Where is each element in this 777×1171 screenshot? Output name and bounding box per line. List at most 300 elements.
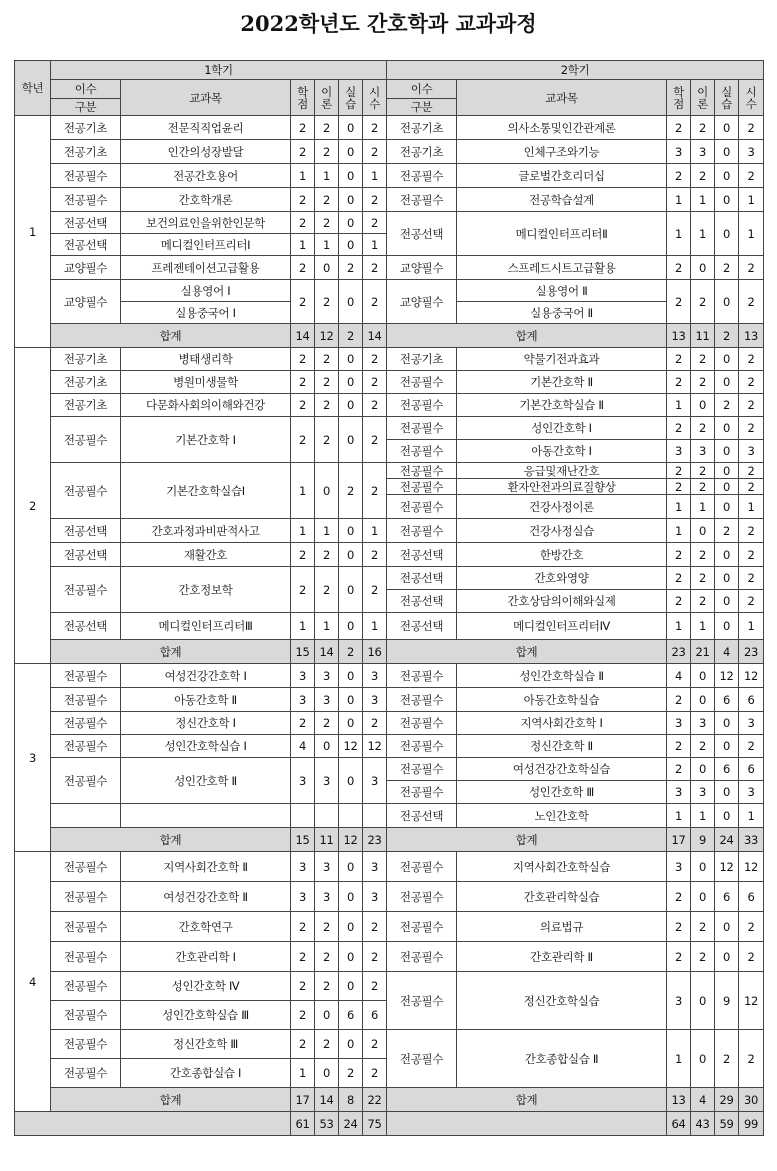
course-type: 전공필수 bbox=[51, 912, 121, 942]
theory: 0 bbox=[691, 664, 715, 688]
theory: 2 bbox=[691, 371, 715, 394]
practice: 0 bbox=[715, 280, 739, 324]
hours: 2 bbox=[739, 519, 764, 543]
grand-total-row bbox=[15, 1112, 764, 1136]
credit: 3 bbox=[667, 440, 691, 463]
practice: 9 bbox=[715, 972, 739, 1030]
course-name: 건강사정이론 bbox=[457, 495, 667, 519]
course-type: 전공선택 bbox=[387, 804, 457, 828]
theory: 2 bbox=[691, 942, 715, 972]
theory: 2 bbox=[315, 280, 339, 324]
practice: 0 bbox=[339, 852, 363, 882]
credit: 1 bbox=[667, 188, 691, 212]
theory: 3 bbox=[315, 852, 339, 882]
hours: 2 bbox=[739, 479, 764, 495]
theory: 3 bbox=[315, 882, 339, 912]
total-value: 2 bbox=[715, 324, 739, 348]
course-name: 지역사회간호학 Ⅰ bbox=[457, 712, 667, 735]
practice: 0 bbox=[339, 164, 363, 188]
theory: 1 bbox=[315, 613, 339, 640]
credit: 1 bbox=[667, 613, 691, 640]
course-row bbox=[15, 543, 764, 567]
course-name: 간호상담의이해와실제 bbox=[457, 590, 667, 613]
course-type: 전공선택 bbox=[387, 543, 457, 567]
theory-header-text: 이 론 bbox=[697, 84, 708, 111]
course-name: 기본간호학 Ⅰ bbox=[121, 417, 291, 463]
grand-total-value: 24 bbox=[339, 1112, 363, 1136]
theory: 2 bbox=[691, 479, 715, 495]
total-row bbox=[15, 640, 764, 664]
hours: 1 bbox=[363, 519, 387, 543]
theory: 2 bbox=[691, 735, 715, 758]
course-type: 전공필수 bbox=[387, 519, 457, 543]
credit: 3 bbox=[291, 882, 315, 912]
hours-header-text: 시 수 bbox=[745, 84, 757, 111]
course-name: 글로벌간호리더십 bbox=[457, 164, 667, 188]
hours: 2 bbox=[739, 463, 764, 479]
credit: 2 bbox=[667, 164, 691, 188]
practice: 0 bbox=[339, 234, 363, 256]
hours: 6 bbox=[739, 882, 764, 912]
year-label: 2 bbox=[15, 348, 51, 664]
course-type: 전공기초 bbox=[51, 371, 121, 394]
practice: 6 bbox=[715, 688, 739, 712]
total-value: 13 bbox=[667, 324, 691, 348]
course-name: 전문직직업윤리 bbox=[121, 116, 291, 140]
hours: 2 bbox=[363, 280, 387, 324]
type-header-top: 이수 bbox=[51, 80, 121, 99]
hours: 2 bbox=[739, 348, 764, 371]
hours: 2 bbox=[739, 1030, 764, 1088]
course-type: 전공선택 bbox=[387, 212, 457, 256]
total-value: 30 bbox=[739, 1088, 764, 1112]
course-name: 여성건강간호학 Ⅱ bbox=[121, 882, 291, 912]
course-type: 전공필수 bbox=[51, 164, 121, 188]
theory: 1 bbox=[691, 495, 715, 519]
course-name: 정신간호학 Ⅰ bbox=[121, 712, 291, 735]
hours: 2 bbox=[739, 567, 764, 590]
course-type: 전공필수 bbox=[51, 688, 121, 712]
grand-total-value: 64 bbox=[667, 1112, 691, 1136]
course-row bbox=[15, 567, 764, 590]
practice: 0 bbox=[339, 116, 363, 140]
hours: 2 bbox=[739, 590, 764, 613]
credit: 2 bbox=[667, 912, 691, 942]
course-row bbox=[15, 417, 764, 440]
course-type: 전공필수 bbox=[387, 1030, 457, 1088]
course-name: 성인간호학 Ⅱ bbox=[121, 758, 291, 804]
course-type: 전공선택 bbox=[51, 234, 121, 256]
course-row bbox=[15, 972, 764, 1001]
course-name: 병태생리학 bbox=[121, 348, 291, 371]
theory: 2 bbox=[691, 417, 715, 440]
practice: 0 bbox=[715, 371, 739, 394]
course-type: 전공필수 bbox=[387, 735, 457, 758]
course-row bbox=[15, 188, 764, 212]
course-name: 간호관리학 Ⅰ bbox=[121, 942, 291, 972]
practice: 0 bbox=[339, 882, 363, 912]
hours: 3 bbox=[363, 688, 387, 712]
hours: 3 bbox=[739, 440, 764, 463]
course-type: 전공필수 bbox=[51, 852, 121, 882]
theory-header-text: 이 론 bbox=[321, 84, 332, 111]
course-name: 성인간호학 Ⅰ bbox=[457, 417, 667, 440]
course-name: 약물기전과효과 bbox=[457, 348, 667, 371]
credit: 2 bbox=[667, 735, 691, 758]
credit: 1 bbox=[667, 1030, 691, 1088]
course-row bbox=[15, 882, 764, 912]
empty-cell bbox=[121, 804, 291, 828]
practice: 0 bbox=[339, 567, 363, 613]
hours: 12 bbox=[739, 972, 764, 1030]
course-name: 한방간호 bbox=[457, 543, 667, 567]
page-title: 2022학년도 간호학과 교과과정 bbox=[240, 11, 537, 36]
credit: 3 bbox=[291, 758, 315, 804]
course-row bbox=[15, 519, 764, 543]
credit: 3 bbox=[291, 688, 315, 712]
type-header-bottom: 구분 bbox=[51, 99, 121, 116]
course-name: 인체구조와기능 bbox=[457, 140, 667, 164]
practice: 0 bbox=[339, 371, 363, 394]
course-row bbox=[15, 463, 764, 479]
total-value: 15 bbox=[291, 640, 315, 664]
course-name: 성인간호학실습 Ⅰ bbox=[121, 735, 291, 758]
credit: 2 bbox=[291, 212, 315, 234]
total-value: 33 bbox=[739, 828, 764, 852]
type-header-top: 이수 bbox=[387, 80, 457, 99]
total-value: 11 bbox=[315, 828, 339, 852]
practice: 0 bbox=[715, 164, 739, 188]
course-type: 전공선택 bbox=[387, 590, 457, 613]
practice: 0 bbox=[339, 688, 363, 712]
hours: 3 bbox=[739, 781, 764, 804]
hours: 2 bbox=[739, 280, 764, 324]
course-name: 재활간호 bbox=[121, 543, 291, 567]
course-name: 기본간호학실습Ⅰ bbox=[121, 463, 291, 519]
theory: 3 bbox=[691, 140, 715, 164]
course-type: 전공선택 bbox=[51, 212, 121, 234]
total-value: 16 bbox=[363, 640, 387, 664]
total-value: 23 bbox=[739, 640, 764, 664]
practice: 2 bbox=[715, 519, 739, 543]
grand-total-value: 43 bbox=[691, 1112, 715, 1136]
course-type: 전공필수 bbox=[51, 972, 121, 1001]
credit: 2 bbox=[291, 1030, 315, 1059]
credit: 3 bbox=[667, 140, 691, 164]
course-type: 전공필수 bbox=[387, 882, 457, 912]
course-type: 교양필수 bbox=[51, 256, 121, 280]
credit: 2 bbox=[291, 543, 315, 567]
credit: 2 bbox=[291, 116, 315, 140]
course-type: 전공필수 bbox=[387, 972, 457, 1030]
total-value: 4 bbox=[691, 1088, 715, 1112]
practice: 0 bbox=[339, 348, 363, 371]
course-name: 메디컬인터프리터Ⅱ bbox=[457, 212, 667, 256]
total-row bbox=[15, 324, 764, 348]
practice: 2 bbox=[715, 1030, 739, 1088]
course-type: 전공필수 bbox=[51, 942, 121, 972]
course-name: 실용중국어 Ⅱ bbox=[457, 302, 667, 324]
course-row bbox=[15, 212, 764, 234]
empty-cell bbox=[363, 804, 387, 828]
course-type: 전공필수 bbox=[51, 882, 121, 912]
theory: 1 bbox=[315, 519, 339, 543]
practice: 0 bbox=[339, 519, 363, 543]
hours: 2 bbox=[739, 371, 764, 394]
theory: 3 bbox=[315, 664, 339, 688]
practice: 2 bbox=[715, 394, 739, 417]
theory: 0 bbox=[315, 1059, 339, 1088]
practice: 12 bbox=[715, 852, 739, 882]
course-type: 전공기초 bbox=[51, 116, 121, 140]
course-name: 여성건강간호학 Ⅰ bbox=[121, 664, 291, 688]
course-type: 전공필수 bbox=[387, 463, 457, 479]
course-name: 인간의성장발달 bbox=[121, 140, 291, 164]
course-type: 전공필수 bbox=[51, 758, 121, 804]
practice: 0 bbox=[715, 804, 739, 828]
total-value: 8 bbox=[339, 1088, 363, 1112]
total-label: 합계 bbox=[387, 324, 667, 348]
hours: 2 bbox=[363, 371, 387, 394]
course-type: 전공기초 bbox=[387, 348, 457, 371]
credit: 2 bbox=[667, 590, 691, 613]
hours: 1 bbox=[739, 804, 764, 828]
course-row bbox=[15, 116, 764, 140]
course-name: 간호종합실습 Ⅱ bbox=[457, 1030, 667, 1088]
theory: 2 bbox=[315, 567, 339, 613]
practice: 0 bbox=[339, 942, 363, 972]
total-value: 17 bbox=[291, 1088, 315, 1112]
total-value: 24 bbox=[715, 828, 739, 852]
credit: 3 bbox=[291, 852, 315, 882]
grand-total-value: 99 bbox=[739, 1112, 764, 1136]
course-name: 간호학개론 bbox=[121, 188, 291, 212]
course-row bbox=[15, 735, 764, 758]
practice: 0 bbox=[339, 912, 363, 942]
total-value: 21 bbox=[691, 640, 715, 664]
credit: 2 bbox=[667, 348, 691, 371]
hours: 3 bbox=[363, 664, 387, 688]
hours: 2 bbox=[739, 417, 764, 440]
semester1-header: 1학기 bbox=[51, 61, 387, 80]
grand-total-value: 53 bbox=[315, 1112, 339, 1136]
semester2-header: 2학기 bbox=[387, 61, 764, 80]
hours: 2 bbox=[363, 972, 387, 1001]
hours: 12 bbox=[363, 735, 387, 758]
hours: 6 bbox=[363, 1001, 387, 1030]
total-label: 합계 bbox=[387, 640, 667, 664]
practice: 0 bbox=[715, 613, 739, 640]
credit: 3 bbox=[667, 972, 691, 1030]
course-name: 지역사회간호학 Ⅱ bbox=[121, 852, 291, 882]
theory: 2 bbox=[691, 543, 715, 567]
total-label: 합계 bbox=[387, 1088, 667, 1112]
credit: 2 bbox=[667, 688, 691, 712]
theory: 2 bbox=[315, 188, 339, 212]
theory: 3 bbox=[315, 688, 339, 712]
course-name: 스프레드시트고급활용 bbox=[457, 256, 667, 280]
theory: 2 bbox=[315, 543, 339, 567]
total-value: 4 bbox=[715, 640, 739, 664]
practice: 2 bbox=[339, 1059, 363, 1088]
course-row bbox=[15, 256, 764, 280]
theory-header bbox=[691, 80, 715, 116]
credit: 2 bbox=[667, 256, 691, 280]
hours: 2 bbox=[363, 942, 387, 972]
course-type: 전공필수 bbox=[387, 942, 457, 972]
hours: 3 bbox=[363, 852, 387, 882]
course-name: 여성건강간호학실습 bbox=[457, 758, 667, 781]
course-row bbox=[15, 1030, 764, 1059]
hours: 2 bbox=[739, 543, 764, 567]
hours: 2 bbox=[363, 567, 387, 613]
course-type: 전공기초 bbox=[387, 116, 457, 140]
credit: 2 bbox=[291, 280, 315, 324]
hours: 12 bbox=[739, 664, 764, 688]
hours: 2 bbox=[363, 256, 387, 280]
hours: 2 bbox=[739, 912, 764, 942]
theory: 2 bbox=[691, 567, 715, 590]
credit-header bbox=[667, 80, 691, 116]
hours: 3 bbox=[363, 758, 387, 804]
theory: 2 bbox=[691, 164, 715, 188]
course-name: 메디컬인터프리터Ⅲ bbox=[121, 613, 291, 640]
course-name: 보건의료인을위한인문학 bbox=[121, 212, 291, 234]
course-name: 정신간호학 Ⅱ bbox=[457, 735, 667, 758]
hours: 2 bbox=[739, 116, 764, 140]
theory: 2 bbox=[315, 972, 339, 1001]
credit: 1 bbox=[667, 519, 691, 543]
course-type: 전공필수 bbox=[51, 712, 121, 735]
credit: 2 bbox=[291, 972, 315, 1001]
practice: 0 bbox=[339, 394, 363, 417]
course-name: 다문화사회의이해와건강 bbox=[121, 394, 291, 417]
practice: 0 bbox=[715, 212, 739, 256]
total-value: 22 bbox=[363, 1088, 387, 1112]
course-type: 전공기초 bbox=[51, 140, 121, 164]
practice: 6 bbox=[339, 1001, 363, 1030]
total-label: 합계 bbox=[51, 1088, 291, 1112]
credit: 2 bbox=[291, 417, 315, 463]
course-name: 응급및재난간호 bbox=[457, 463, 667, 479]
practice: 0 bbox=[715, 188, 739, 212]
theory: 0 bbox=[315, 1001, 339, 1030]
theory-header bbox=[315, 80, 339, 116]
theory: 3 bbox=[691, 781, 715, 804]
total-value: 14 bbox=[315, 1088, 339, 1112]
grand-total-value: 61 bbox=[291, 1112, 315, 1136]
hours: 2 bbox=[739, 942, 764, 972]
course-name: 기본간호학실습 Ⅱ bbox=[457, 394, 667, 417]
course-type: 교양필수 bbox=[387, 280, 457, 324]
course-row bbox=[15, 688, 764, 712]
course-name: 아동간호학 Ⅱ bbox=[121, 688, 291, 712]
hours: 12 bbox=[739, 852, 764, 882]
course-name: 간호관리학실습 bbox=[457, 882, 667, 912]
hours: 2 bbox=[363, 543, 387, 567]
course-type: 전공필수 bbox=[387, 417, 457, 440]
course-name: 메디컬인터프리터Ⅰ bbox=[121, 234, 291, 256]
hours: 6 bbox=[739, 758, 764, 781]
practice: 0 bbox=[715, 781, 739, 804]
hours: 1 bbox=[363, 613, 387, 640]
credit: 2 bbox=[667, 371, 691, 394]
total-row bbox=[15, 1088, 764, 1112]
theory: 0 bbox=[315, 735, 339, 758]
credit: 2 bbox=[667, 479, 691, 495]
course-type: 전공필수 bbox=[387, 440, 457, 463]
course-type: 전공기초 bbox=[387, 140, 457, 164]
theory: 0 bbox=[691, 882, 715, 912]
credit: 3 bbox=[667, 852, 691, 882]
practice: 0 bbox=[715, 417, 739, 440]
hours: 2 bbox=[739, 256, 764, 280]
practice: 0 bbox=[339, 417, 363, 463]
theory: 1 bbox=[691, 188, 715, 212]
practice: 0 bbox=[715, 912, 739, 942]
credit: 2 bbox=[291, 348, 315, 371]
total-value: 12 bbox=[339, 828, 363, 852]
total-row bbox=[15, 828, 764, 852]
theory: 0 bbox=[691, 256, 715, 280]
course-row bbox=[15, 394, 764, 417]
course-row bbox=[15, 804, 764, 828]
theory: 2 bbox=[315, 212, 339, 234]
empty-cell bbox=[339, 804, 363, 828]
credit: 1 bbox=[291, 164, 315, 188]
hours-header bbox=[739, 80, 764, 116]
practice: 0 bbox=[715, 543, 739, 567]
year-label: 1 bbox=[15, 116, 51, 348]
theory: 2 bbox=[315, 371, 339, 394]
course-name: 실용영어 Ⅰ bbox=[121, 280, 291, 302]
course-type: 전공필수 bbox=[51, 567, 121, 613]
course-row bbox=[15, 140, 764, 164]
course-type: 전공필수 bbox=[51, 735, 121, 758]
theory: 2 bbox=[315, 140, 339, 164]
credit: 2 bbox=[291, 1001, 315, 1030]
practice: 0 bbox=[339, 188, 363, 212]
course-name: 성인간호학 Ⅲ bbox=[457, 781, 667, 804]
grand-total-value: 59 bbox=[715, 1112, 739, 1136]
year-label: 3 bbox=[15, 664, 51, 852]
theory: 1 bbox=[315, 234, 339, 256]
theory: 3 bbox=[315, 758, 339, 804]
total-value: 2 bbox=[339, 324, 363, 348]
practice-header bbox=[715, 80, 739, 116]
theory: 2 bbox=[315, 912, 339, 942]
theory: 2 bbox=[315, 1030, 339, 1059]
total-label: 합계 bbox=[51, 640, 291, 664]
practice: 0 bbox=[339, 712, 363, 735]
course-type: 전공필수 bbox=[387, 758, 457, 781]
total-label: 합계 bbox=[387, 828, 667, 852]
course-type: 전공필수 bbox=[51, 1030, 121, 1059]
course-name: 아동간호학 Ⅰ bbox=[457, 440, 667, 463]
course-type: 전공선택 bbox=[51, 519, 121, 543]
course-row bbox=[15, 912, 764, 942]
credit: 3 bbox=[291, 664, 315, 688]
hours: 1 bbox=[739, 188, 764, 212]
practice: 6 bbox=[715, 758, 739, 781]
credit: 1 bbox=[667, 804, 691, 828]
theory: 2 bbox=[691, 463, 715, 479]
credit: 2 bbox=[291, 942, 315, 972]
course-type: 전공필수 bbox=[51, 463, 121, 519]
hours: 2 bbox=[739, 394, 764, 417]
theory: 2 bbox=[315, 942, 339, 972]
total-value: 14 bbox=[291, 324, 315, 348]
